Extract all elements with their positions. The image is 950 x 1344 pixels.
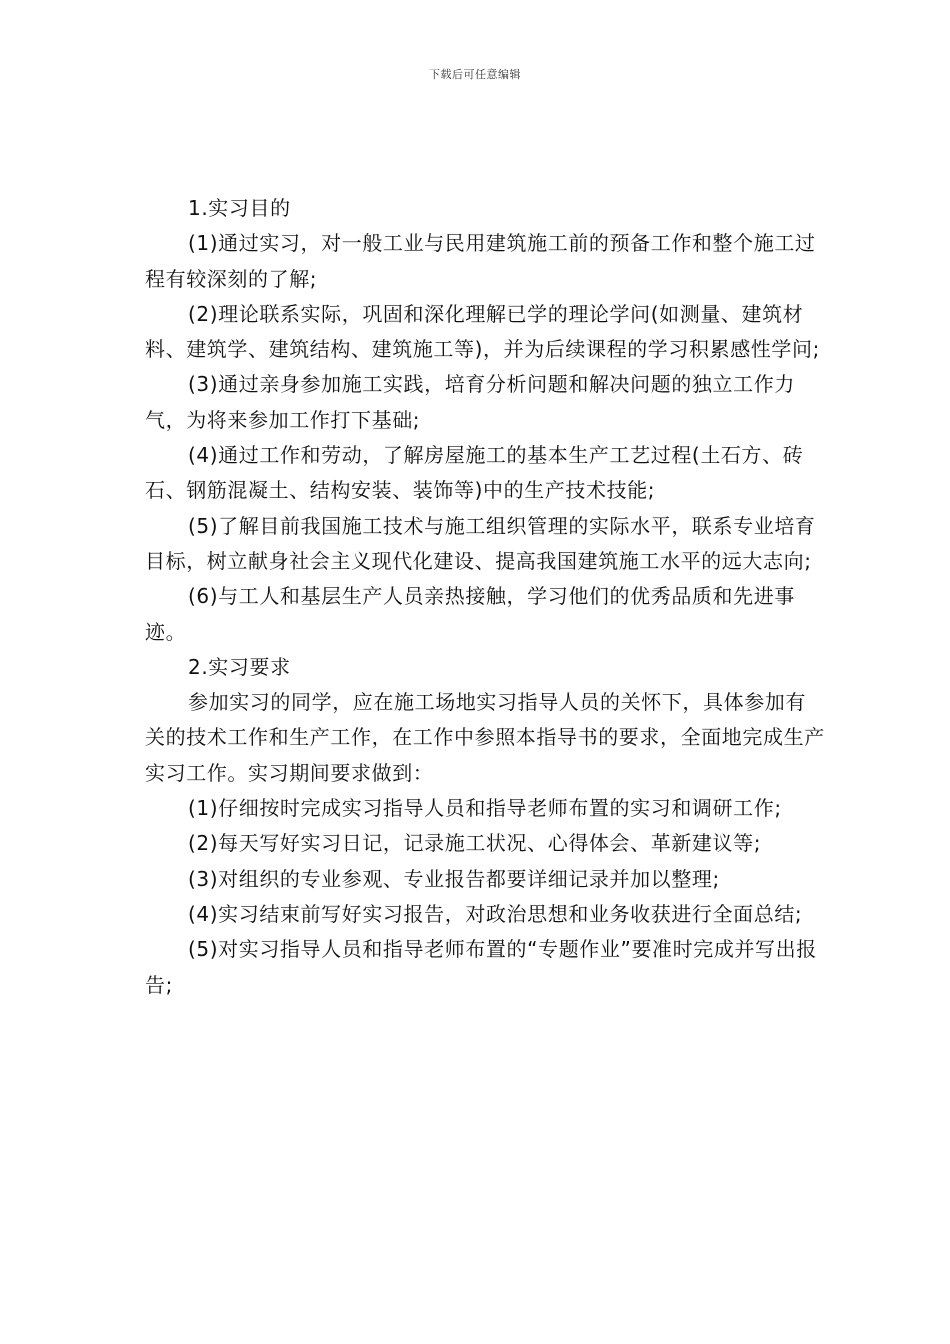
paragraph: (3)通过亲身参加施工实践，培育分析问题和解决问题的独立工作力气，为将来参加工作打下基础; xyxy=(145,372,795,432)
paragraph: (2)每天写好实习日记，记录施工状况、心得体会、革新建议等; xyxy=(188,831,762,856)
paragraph: (5)了解目前我国施工技术与施工组织管理的实际水平，联系专业培育目标，树立献身社会主义现代化建设、提高我国建筑施工水平的远大志向; xyxy=(145,513,816,573)
paragraph: (5)对实习指导人员和指导老师布置的“专题作业”要准时完成并写出报告; xyxy=(145,937,817,997)
paragraph: 参加实习的同学，应在施工场地实习指导人员的关怀下，具体参加有关的技术工作和生产工作，在工作中参照本指导书的要求，全面地完成生产实习工作。实习期间要求做到： xyxy=(145,690,825,785)
paragraph: (6)与工人和基层生产人员亲热接触，学习他们的优秀品质和先进事迹。 xyxy=(145,584,795,644)
paragraph: (2)理论联系实际，巩固和深化理解已学的理论学问(如测量、建筑材料、建筑学、建筑结构、建筑施工等)，并为后续课程的学习积累感性学问; xyxy=(145,301,820,362)
paragraph: (1)仔细按时完成实习指导人员和指导老师布置的实习和调研工作; xyxy=(188,796,782,821)
paragraph: (4)通过工作和劳动，了解房屋施工的基本生产工艺过程(土石方、砖石、钢筋混凝土、结构安装、装饰等)中的生产技术技能; xyxy=(145,443,804,503)
section-heading: 2.实习要求 xyxy=(188,654,291,679)
paragraph: (3)对组织的专业参观、专业报告都要详细记录并加以整理; xyxy=(188,866,720,891)
paragraph: (1)通过实习，对一般工业与民用建筑施工前的预备工作和整个施工过程有较深刻的了解; xyxy=(145,231,816,291)
paragraph: (4)实习结束前写好实习报告，对政治思想和业务收获进行全面总结; xyxy=(188,901,803,926)
document-body xyxy=(145,191,825,1003)
page-header-note: 下载后可任意编辑 xyxy=(429,68,521,81)
section-heading: 1.实习目的 xyxy=(188,196,291,220)
